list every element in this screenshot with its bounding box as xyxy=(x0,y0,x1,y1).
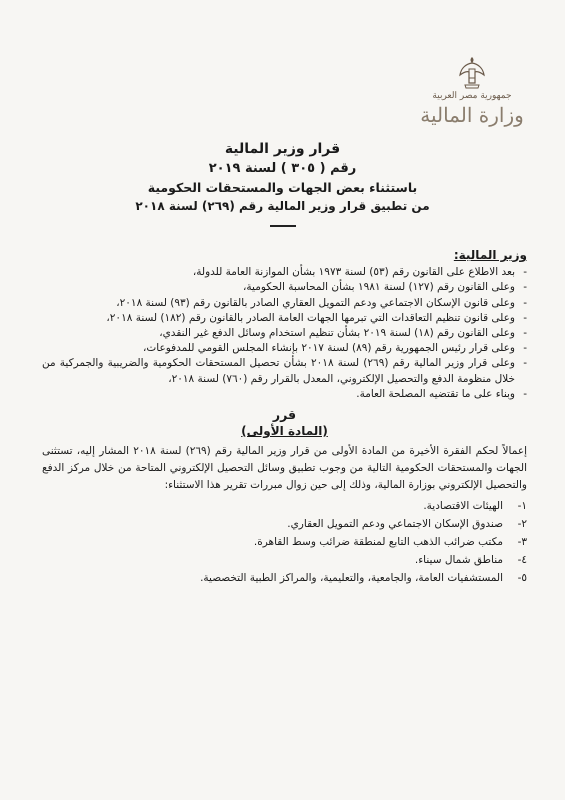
considerations-list xyxy=(42,265,527,402)
list-item: - وعلى القانون رقم (١٢٧) لسنة ١٩٨١ بشأن المحاسبة الحكومية، xyxy=(42,280,527,295)
list-item xyxy=(42,534,527,550)
decree-number: رقم ( ٣٠٥ ) لسنة ٢٠١٩ xyxy=(208,161,357,176)
ministry-name: وزارة المالية xyxy=(420,103,524,127)
list-item: - وعلى قانون تنظيم التعاقدات التي تبرمها الجهات العامة الصادر بالقانون رقم (١٨٢) لسنة ٢٠١٨، xyxy=(42,311,527,326)
eagle-emblem-icon xyxy=(458,55,486,89)
list-item: - وعلى قرار رئيس الجمهورية رقم (٨٩) لسنة ٢٠١٧ بإنشاء المجلس القومي للمدفوعات، xyxy=(42,341,527,356)
article-text: إعمالاً لحكم الفقرة الأخيرة من المادة الأولى من قرار وزير المالية رقم (٢٦٩) لسنة ٢٠١٨ المشار إليه، تستثنى الجهات والمستحقات الحكومية التالية من وجوب تطبيق وسائل التحصيل الإلكتروني المتاحة من خلال مركز الدفع والتحصيل الإلكتروني بوزارة المالية، وذلك إلى حين زوال مبررات تقرير هذا الاستثناء: xyxy=(42,445,527,492)
list-item: - بعد الاطلاع على القانون رقم (٥٣) لسنة ١٩٧٣ بشأن الموازنة العامة للدولة، xyxy=(42,265,527,280)
item-number: ٥- xyxy=(517,572,527,585)
item-number: ١- xyxy=(517,500,527,513)
decree-subject-line1: باستثناء بعض الجهات والمستحقات الحكومية xyxy=(147,180,418,195)
list-item: - وعلى قانون الإسكان الاجتماعي ودعم التمويل العقاري الصادر بالقانون رقم (٩٣) لسنة ٢٠١٨، xyxy=(42,296,527,311)
list-item: - وبناء على ما تقتضيه المصلحة العامة. xyxy=(42,387,527,402)
list-item xyxy=(42,570,527,586)
item-text: الهيئات الاقتصادية. xyxy=(423,500,503,513)
list-item: - وعلى القانون رقم (١٨) لسنة ٢٠١٩ بشأن تنظيم استخدام وسائل الدفع غير النقدي، xyxy=(42,326,527,341)
decree-subject-line2: من تطبيق قرار وزير المالية رقم (٢٦٩) لسنة ٢٠١٨ xyxy=(135,199,430,213)
country-name: جمهورية مصر العربية xyxy=(432,91,512,101)
item-number: ٢- xyxy=(517,518,527,531)
decree-verb: قرر xyxy=(272,407,297,423)
item-number: ٤- xyxy=(517,554,527,567)
list-item xyxy=(42,498,527,514)
article-title: (المادة الأولى) xyxy=(241,424,328,439)
item-text: مكتب ضرائب الذهب التابع لمنطقة ضرائب وسط القاهرة. xyxy=(253,536,503,549)
decree-body xyxy=(42,248,527,588)
list-item xyxy=(42,516,527,532)
item-number: ٣- xyxy=(517,536,527,549)
decree-header xyxy=(40,140,525,227)
exceptions-list xyxy=(42,498,527,586)
item-text: المستشفيات العامة، والجامعية، والتعليمية، والمراكز الطبية التخصصية. xyxy=(200,572,503,585)
header-divider xyxy=(270,225,296,227)
letterhead xyxy=(407,55,537,127)
minister-heading: وزير المالية: xyxy=(453,248,527,262)
list-item xyxy=(42,552,527,568)
list-item: - وعلى قرار وزير المالية رقم (٢٦٩) لسنة ٢٠١٨ بشأن تحصيل المستحقات الحكومية والضريبية والجمركية من خلال منظومة الدفع والتحصيل الإلكتروني، المعدل بالقرار رقم (٧٦٠) لسنة ٢٠١٨، xyxy=(42,356,527,386)
item-text: مناطق شمال سيناء. xyxy=(414,554,503,567)
item-text: صندوق الإسكان الاجتماعي ودعم التمويل العقاري. xyxy=(287,518,503,531)
decree-title: قرار وزير المالية xyxy=(224,141,341,157)
